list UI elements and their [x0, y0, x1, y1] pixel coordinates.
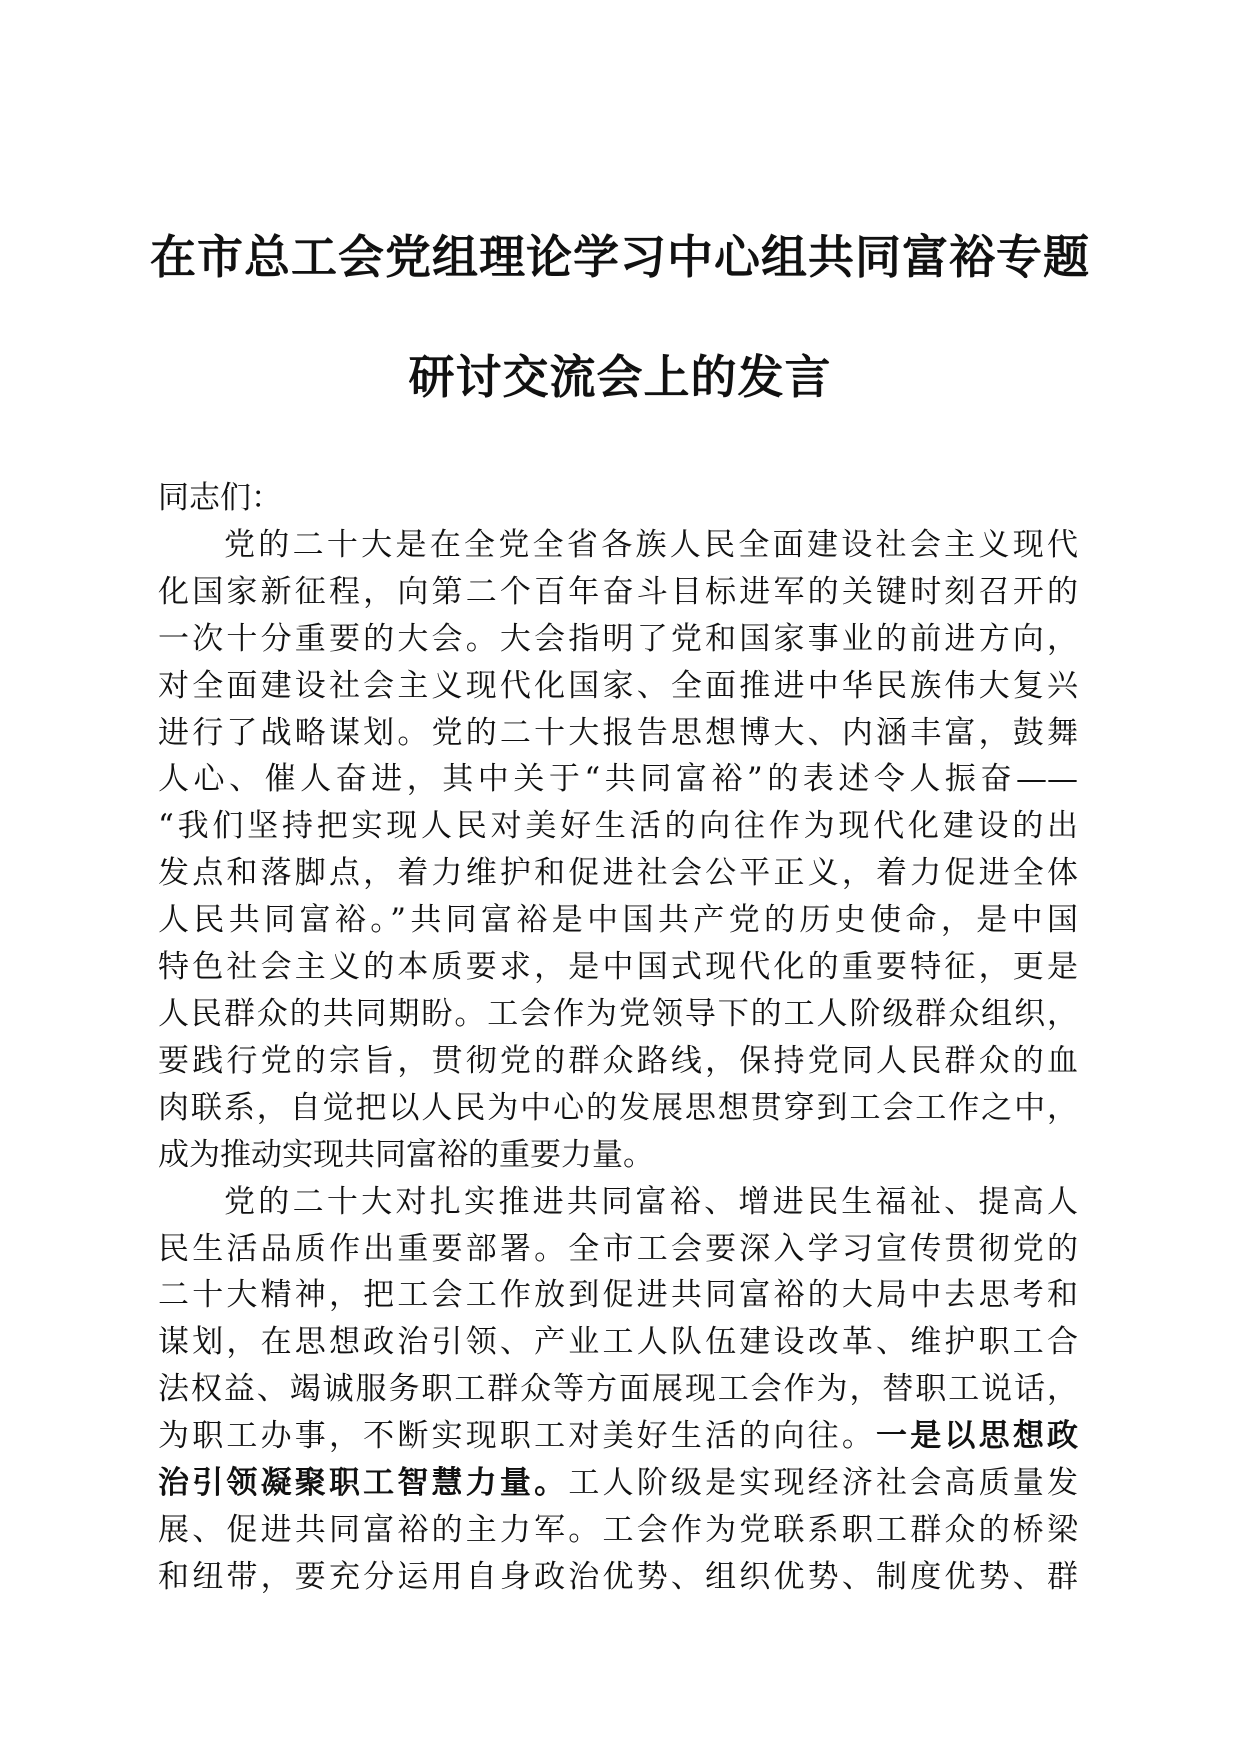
document-title-line-2: 研讨交流会上的发言 — [408, 350, 832, 404]
document-body — [158, 475, 1078, 1601]
paragraph-line: 二十大精神，把工会工作放到促进共同富裕的大局中去思考和 — [158, 1277, 1078, 1314]
paragraph-line: 一次十分重要的大会。大会指明了党和国家事业的前进方向， — [158, 620, 1078, 657]
paragraph-line: 人民群众的共同期盼。工会作为党领导下的工人阶级群众组织， — [158, 995, 1078, 1032]
paragraph-line: 发点和落脚点，着力维护和促进社会公平正义，着力促进全体 — [158, 855, 1078, 892]
paragraph-line: 肉联系，自觉把以人民为中心的发展思想贯穿到工会工作之中， — [158, 1089, 1078, 1126]
paragraph-line: “我们坚持把实现人民对美好生活的向往作为现代化建设的出 — [158, 808, 1078, 845]
paragraph-line: 法权益、竭诚服务职工群众等方面展现工会作为，替职工说话， — [158, 1371, 1078, 1408]
plain-text: 工人阶级是实现经济社会高质量发 — [568, 1465, 1079, 1502]
paragraph-line: 进行了战略谋划。党的二十大报告思想博大、内涵丰富，鼓舞 — [158, 714, 1078, 751]
paragraph-1 — [158, 522, 1078, 1179]
paragraph-line-mixed — [158, 1413, 1078, 1460]
bold-heading-text: 治引领凝聚职工智慧力量。 — [158, 1465, 569, 1502]
paragraph-line: 和纽带，要充分运用自身政治优势、组织优势、制度优势、群 — [158, 1558, 1078, 1595]
paragraph-line: 成为推动实现共同富裕的重要力量。 — [158, 1136, 654, 1173]
document-title-line-1: 在市总工会党组理论学习中心组共同富裕专题 — [150, 230, 1090, 284]
paragraph-line-mixed — [158, 1460, 1078, 1507]
paragraph-line: 党的二十大对扎实推进共同富裕、增进民生福祉、提高人 — [224, 1183, 1078, 1220]
salutation: 同志们： — [158, 480, 282, 516]
paragraph-line: 要践行党的宗旨，贯彻党的群众路线，保持党同人民群众的血 — [158, 1042, 1078, 1079]
paragraph-line: 人心、催人奋进，其中关于“共同富裕”的表述令人振奋—— — [158, 761, 1078, 798]
paragraph-line: 对全面建设社会主义现代化国家、全面推进中华民族伟大复兴 — [158, 667, 1078, 704]
paragraph-line: 化国家新征程，向第二个百年奋斗目标进军的关键时刻召开的 — [158, 573, 1078, 610]
paragraph-line: 谋划，在思想政治引领、产业工人队伍建设改革、维护职工合 — [158, 1324, 1078, 1361]
paragraph-line: 人民共同富裕。”共同富裕是中国共产党的历史使命，是中国 — [158, 902, 1078, 939]
paragraph-line: 民生活品质作出重要部署。全市工会要深入学习宣传贯彻党的 — [158, 1230, 1078, 1267]
paragraph-line: 党的二十大是在全党全省各族人民全面建设社会主义现代 — [224, 526, 1078, 563]
plain-text: 为职工办事，不断实现职工对美好生活的向往。 — [158, 1418, 877, 1455]
paragraph-line: 展、促进共同富裕的主力军。工会作为党联系职工群众的桥梁 — [158, 1511, 1078, 1548]
bold-heading-text: 一是以思想政 — [876, 1418, 1079, 1455]
paragraph-2 — [158, 1179, 1078, 1601]
paragraph-line: 特色社会主义的本质要求，是中国式现代化的重要特征，更是 — [158, 949, 1078, 986]
